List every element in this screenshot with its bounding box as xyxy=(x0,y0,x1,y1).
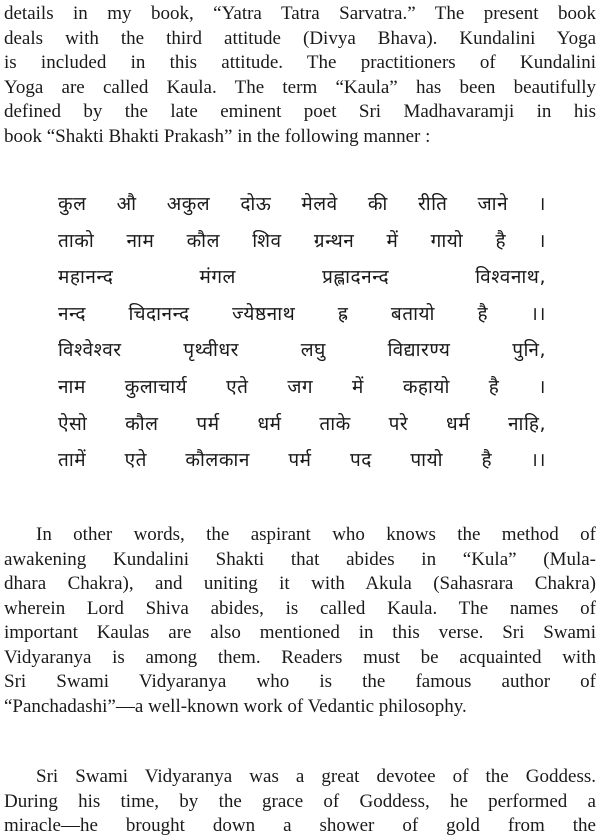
verse-line-1: कुल औ अकुल दोऊ मेलवे की रीति जाने । xyxy=(58,193,546,215)
para3-line-3: miracle—he brought down a shower of gold from the xyxy=(4,815,596,836)
para3-line-1: Sri Swami Vidyaranya was a great devotee of the Goddess. xyxy=(36,766,596,787)
para2-line-4: wherein Lord Shiva abides, is called Kaula. The names of xyxy=(4,597,596,619)
verse-line-2: ताको नाम कौल शिव ग्रन्थन में गायो है । xyxy=(58,229,546,252)
intro-line-5: defined by the late eminent poet Sri Madhavaramji in his xyxy=(4,101,596,122)
verse-line-3: महानन्द मंगल प्रह्लादनन्द विश्वनाथ, xyxy=(58,266,546,289)
verse-line-8: तामें एते कौलकान पर्म पद पायो है ।। xyxy=(58,449,546,472)
intro-line-6: book “Shakti Bhakti Prakash” in the following manner : xyxy=(4,125,431,147)
verse-line-5: विश्वेश्वर पृथ्वीधर लघु विद्यारण्य पुनि, xyxy=(58,339,546,362)
intro-line-3: is included in this attitude. The practitioners of Kundalini xyxy=(4,52,596,73)
para2-line-8: “Panchadashi”—a well-known work of Vedantic philosophy. xyxy=(4,695,467,717)
para2-line-3: dhara Chakra), and uniting it with Akula (Sahasrara Chakra) xyxy=(4,573,596,594)
para2-line-1: In other words, the aspirant who knows the method of xyxy=(36,524,596,545)
explanation-paragraph xyxy=(4,523,596,719)
para2-line-7: Sri Swami Vidyaranya who is the famous author of xyxy=(4,671,596,692)
intro-line-2: deals with the third attitude (Divya Bhava). Kundalini Yoga xyxy=(4,27,596,49)
intro-paragraph xyxy=(4,2,596,149)
para2-line-6: Vidyaranya is among them. Readers must be acquainted with xyxy=(4,646,596,668)
intro-line-4: Yoga are called Kaula. The term “Kaula” has been beautifully xyxy=(4,76,596,98)
para2-line-5: important Kaulas are also mentioned in this verse. Sri Swami xyxy=(4,622,596,643)
verse-line-4: नन्द चिदानन्द ज्येष्ठनाथ ह्र बतायो है ।। xyxy=(58,302,546,325)
vidyaranya-paragraph xyxy=(4,765,596,839)
intro-line-1: details in my book, “Yatra Tatra Sarvatra.” The present book xyxy=(4,3,596,24)
hindi-verse xyxy=(58,186,546,479)
para3-line-2: During his time, by the grace of Goddess, he performed a xyxy=(4,790,596,812)
para2-line-2: awakening Kundalini Shakti that abides in “Kula” (Mula- xyxy=(4,548,596,570)
verse-line-6: नाम कुलाचार्य एते जग में कहायो है । xyxy=(58,375,546,398)
verse-line-7: ऐसो कौल पर्म धर्म ताके परे धर्म नाहि, xyxy=(58,412,546,435)
